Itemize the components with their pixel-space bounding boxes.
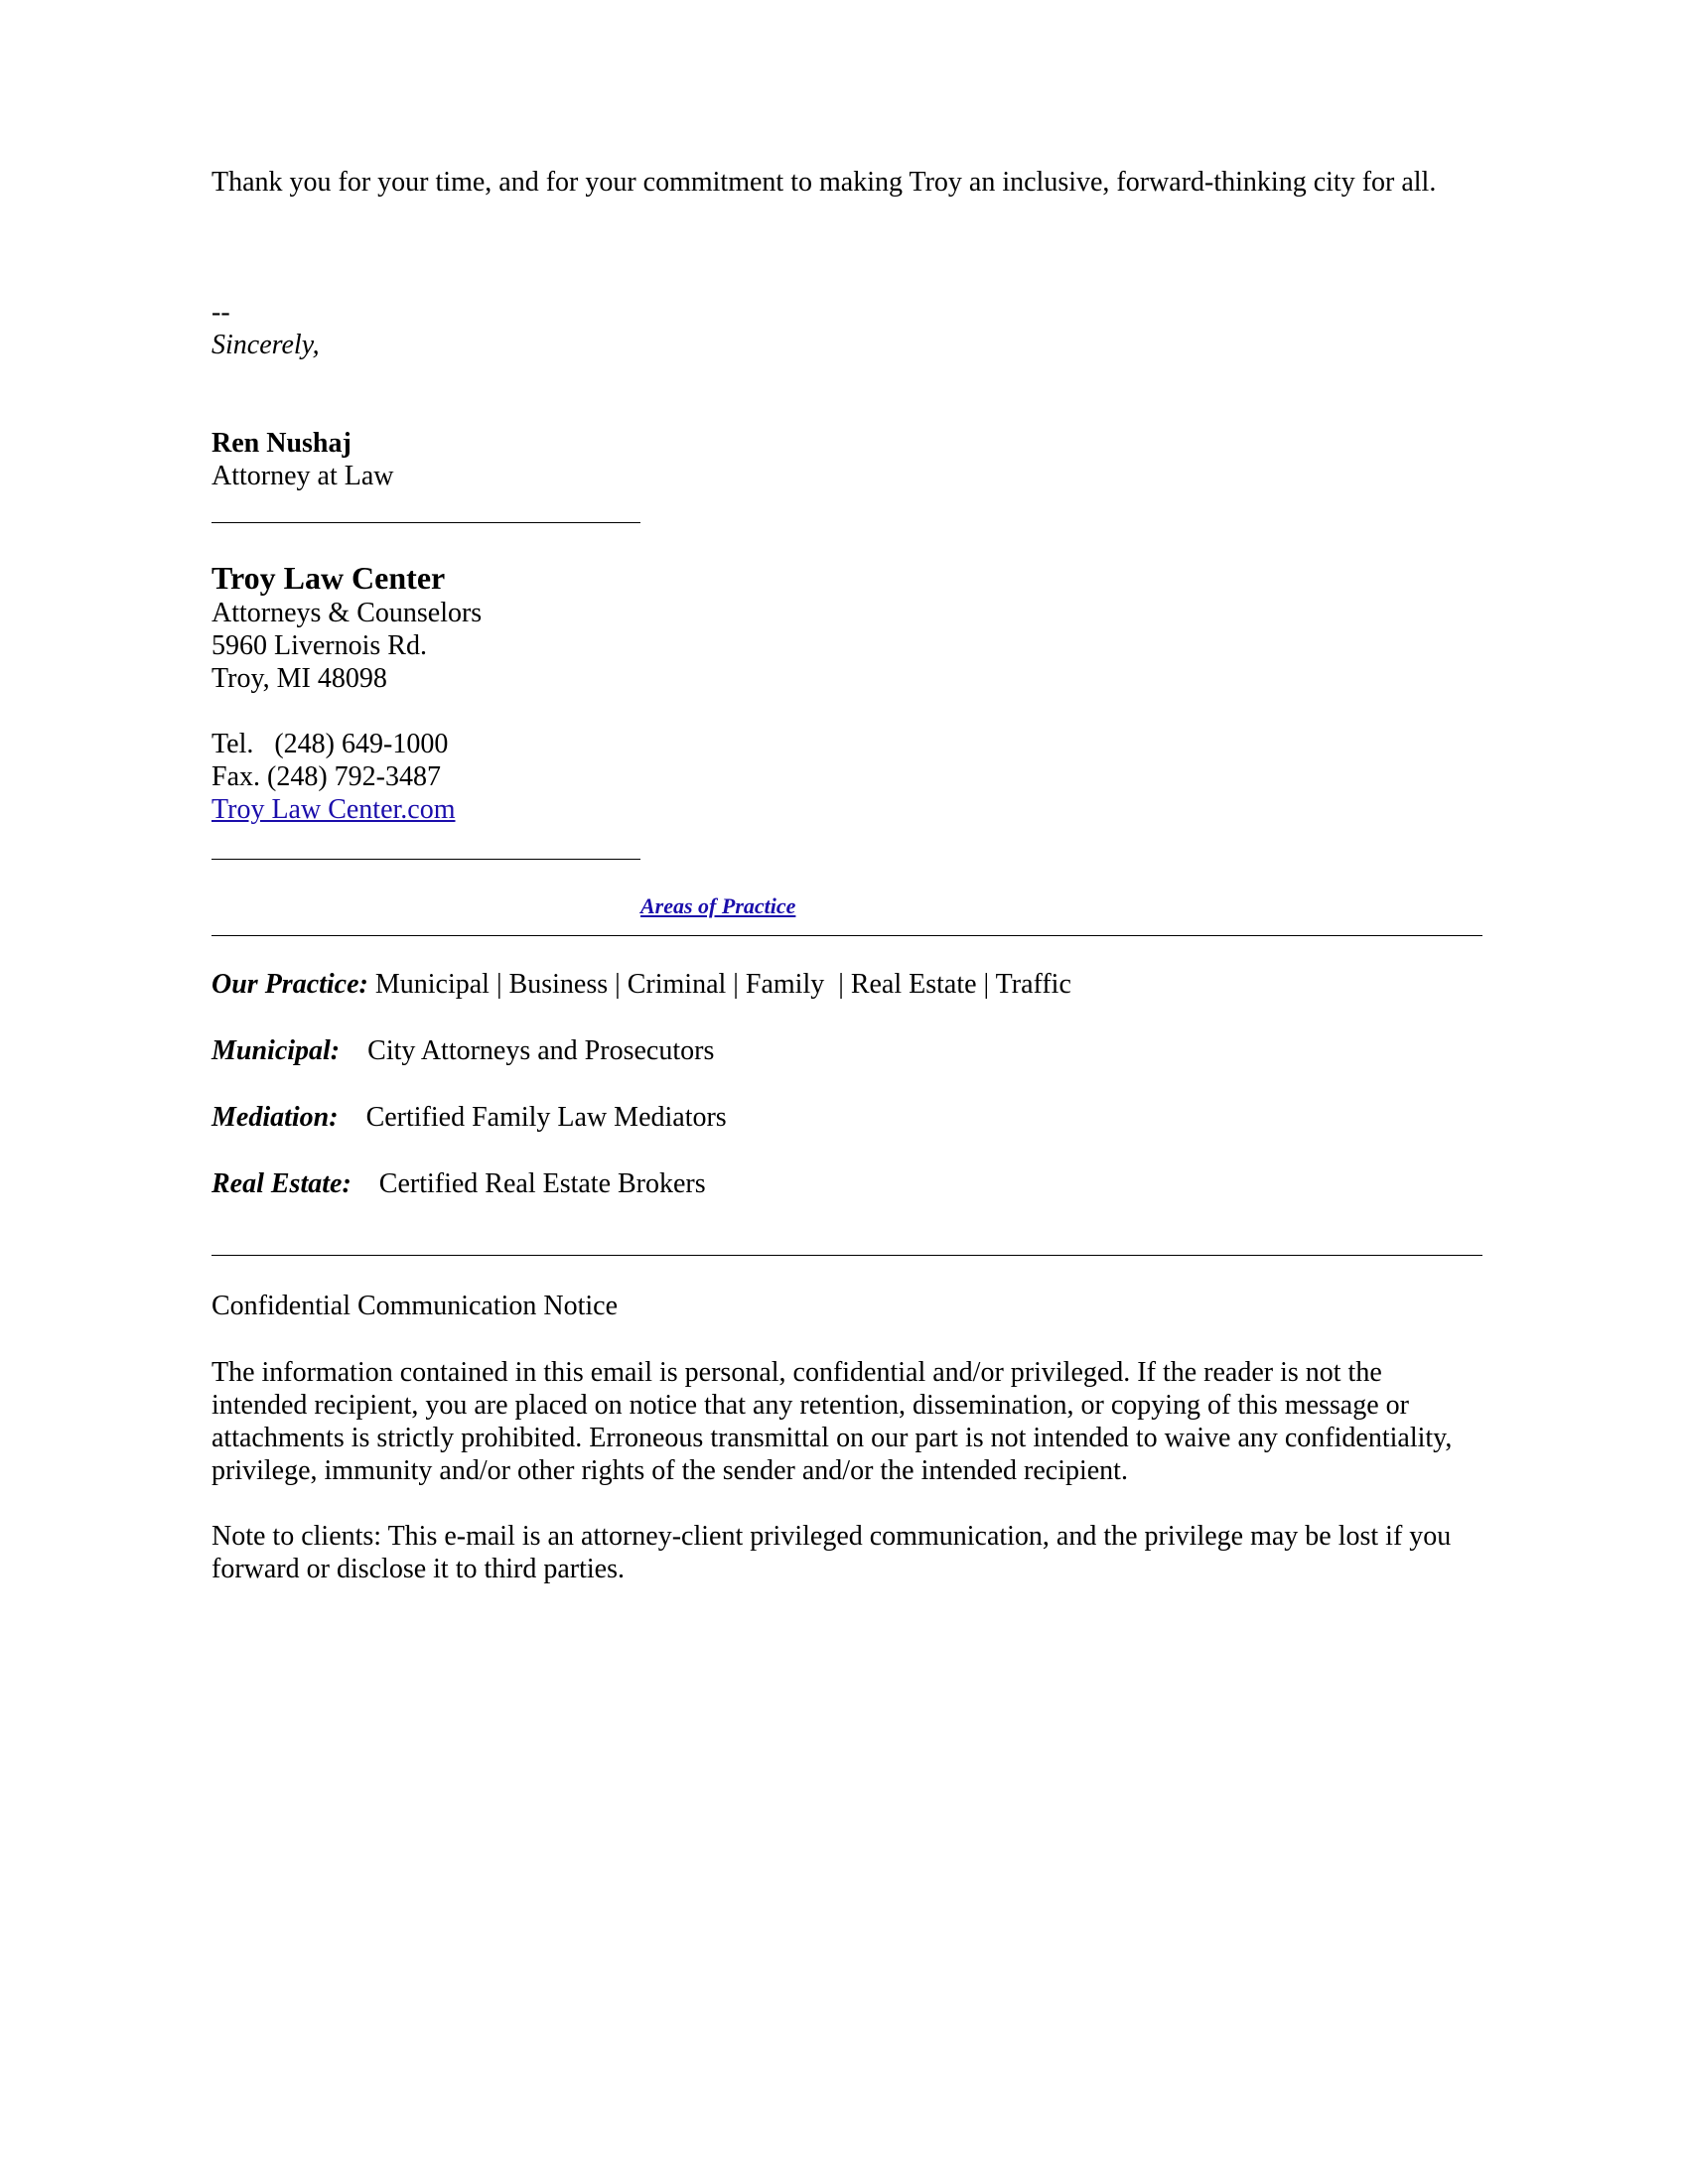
phone-number: Tel. (248) 649-1000 bbox=[211, 729, 449, 759]
real-estate-label: Real Estate: bbox=[211, 1168, 352, 1199]
areas-row bbox=[211, 889, 1482, 919]
address-line-2: Troy, MI 48098 bbox=[211, 663, 387, 694]
municipal-text: City Attorneys and Prosecutors bbox=[340, 1035, 715, 1066]
fax-number: Fax. (248) 792-3487 bbox=[211, 761, 441, 792]
firm-name: Troy Law Center bbox=[211, 560, 446, 596]
spacer bbox=[211, 695, 1482, 728]
mediation-text: Certified Family Law Mediators bbox=[338, 1102, 727, 1133]
signature-divider-top bbox=[211, 522, 640, 523]
signer-title: Attorney at Law bbox=[211, 461, 394, 491]
mediation-line bbox=[211, 1101, 1482, 1134]
practice-label: Our Practice: bbox=[211, 969, 368, 1000]
areas-of-practice-link[interactable]: Areas of Practice bbox=[640, 893, 796, 918]
signature-divider-bottom bbox=[211, 859, 640, 860]
real-estate-line bbox=[211, 1167, 1482, 1200]
notice-title: Confidential Communication Notice bbox=[211, 1291, 619, 1321]
practice-divider-top bbox=[211, 935, 1482, 936]
municipal-label: Municipal: bbox=[211, 1035, 341, 1066]
real-estate-text: Certified Real Estate Brokers bbox=[351, 1168, 706, 1199]
email-body bbox=[211, 166, 1482, 1585]
sign-off: Sincerely, bbox=[211, 330, 320, 360]
practice-list: Municipal | Business | Criminal | Family | Real Estate | Traffic bbox=[367, 969, 1071, 1000]
closing-paragraph: Thank you for your time, and for your commitment to making Troy an inclusive, forward-thinking city for all. bbox=[211, 167, 1437, 198]
signature-delimiter: -- bbox=[211, 297, 230, 328]
municipal-line bbox=[211, 1034, 1482, 1067]
firm-tagline: Attorneys & Counselors bbox=[211, 598, 483, 628]
mediation-label: Mediation: bbox=[211, 1102, 339, 1133]
client-note: Note to clients: This e-mail is an attorney-client privileged communication, and the privilege may be lost if you forward or disclose it to third parties. bbox=[211, 1521, 1452, 1584]
address-line-1: 5960 Livernois Rd. bbox=[211, 630, 427, 661]
website-link[interactable]: Troy Law Center.com bbox=[211, 794, 456, 825]
practice-divider-bottom bbox=[211, 1255, 1482, 1256]
practice-line bbox=[211, 968, 1482, 1001]
signer-name: Ren Nushaj bbox=[211, 428, 352, 459]
notice-body: The information contained in this email is personal, confidential and/or privileged. If the reader is not the intended recipient, you are placed on notice that any retention, dissemination, or copying of this message or attachments is strictly prohibited. Erroneous transmittal on our part is not intended to waive any confidentiality, privilege, immunity and/or other rights of the sender and/or the intended recipient. bbox=[211, 1357, 1453, 1486]
